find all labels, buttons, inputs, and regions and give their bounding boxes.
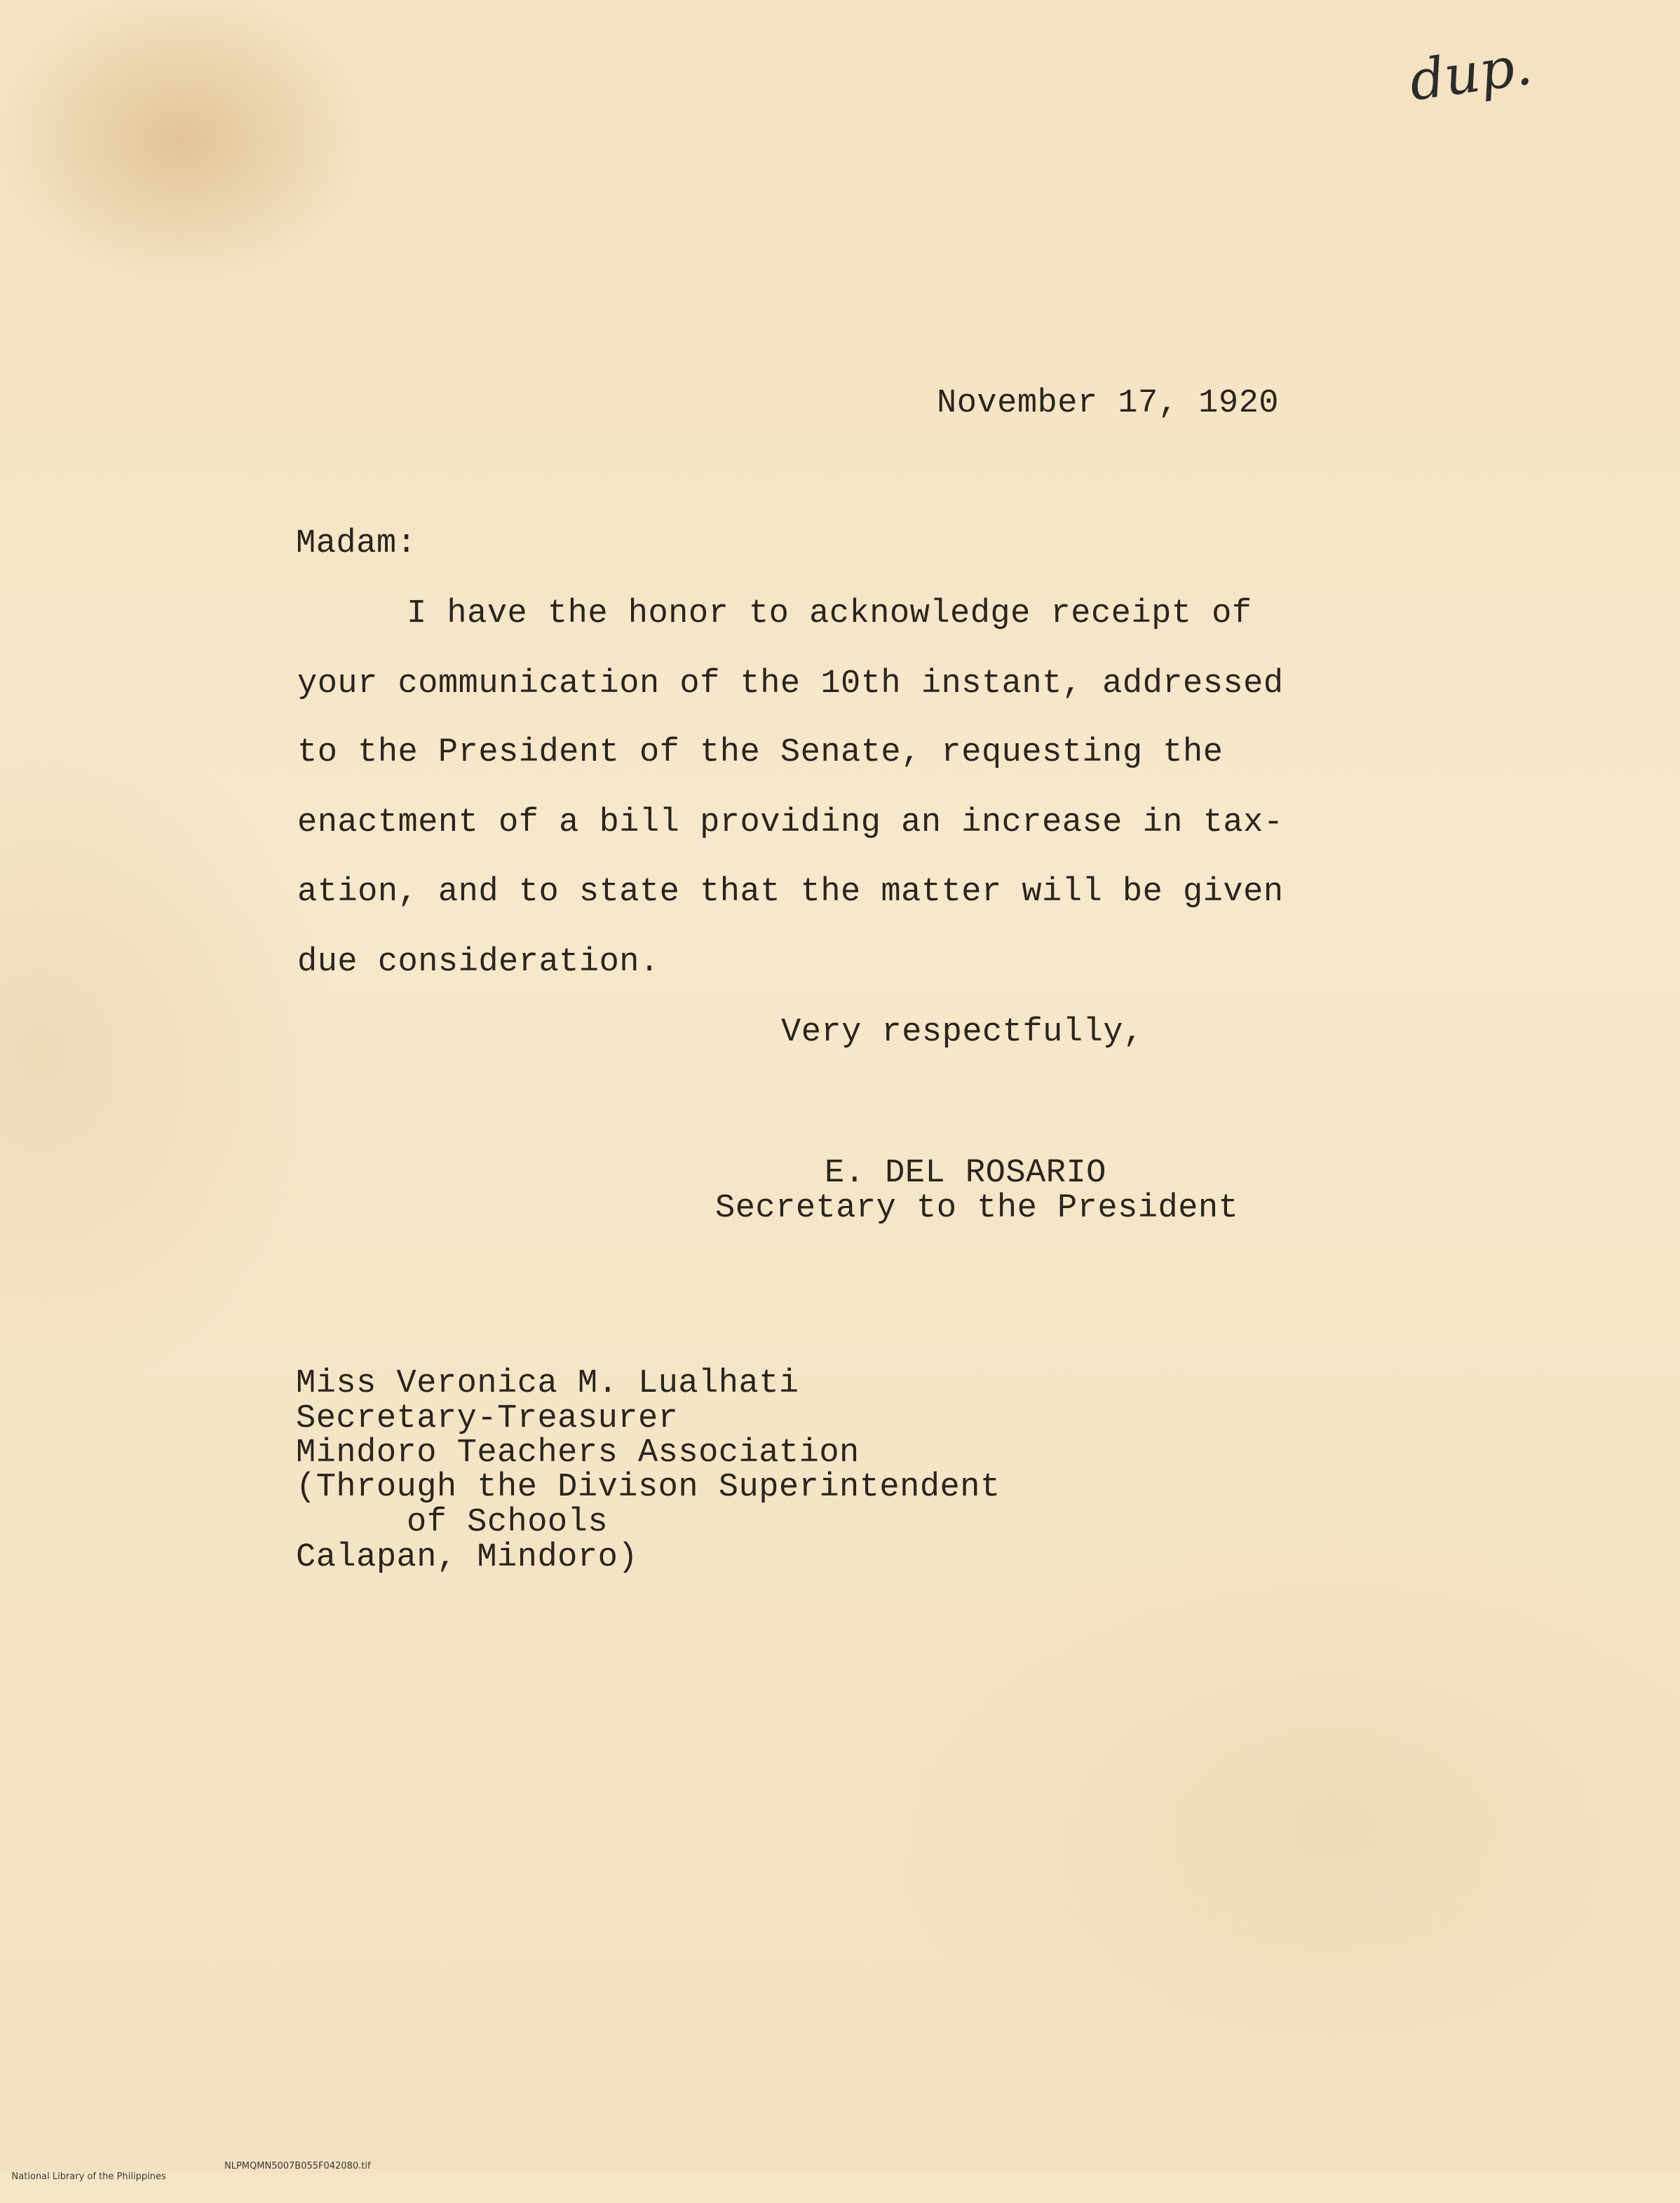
signer-title: Secretary to the President	[715, 1190, 1239, 1227]
body-line: I have the honor to acknowledge receipt of	[407, 595, 1252, 632]
file-name: NLPMQMN5007B055F042080.tif	[224, 2161, 371, 2171]
handwritten-annotation: dup.	[1405, 34, 1536, 114]
letter-date: November 17, 1920	[937, 385, 1279, 422]
library-credit: National Library of the Philippines	[11, 2171, 166, 2182]
recipient-line: Miss Veronica M. Lualhati	[296, 1365, 799, 1402]
signer-name: E. DEL ROSARIO	[825, 1155, 1106, 1192]
recipient-line: (Through the Divison Superintendent	[296, 1469, 1001, 1506]
recipient-line: of Schools	[407, 1504, 609, 1541]
body-line: to the President of the Senate, requesting the	[297, 734, 1224, 771]
salutation: Madam:	[296, 525, 417, 562]
body-line: enactment of a bill providing an increase in tax-	[297, 804, 1284, 841]
archive-footer	[0, 2161, 371, 2203]
recipient-line: Secretary-Treasurer	[296, 1400, 679, 1437]
body-line: your communication of the 10th instant, addressed	[297, 665, 1284, 703]
body-line: ation, and to state that the matter will be given	[297, 874, 1284, 911]
recipient-line: Calapan, Mindoro)	[296, 1539, 638, 1576]
closing: Very respectfully,	[781, 1014, 1144, 1051]
body-line: due consideration.	[297, 944, 660, 981]
recipient-line: Mindoro Teachers Association	[296, 1435, 860, 1472]
